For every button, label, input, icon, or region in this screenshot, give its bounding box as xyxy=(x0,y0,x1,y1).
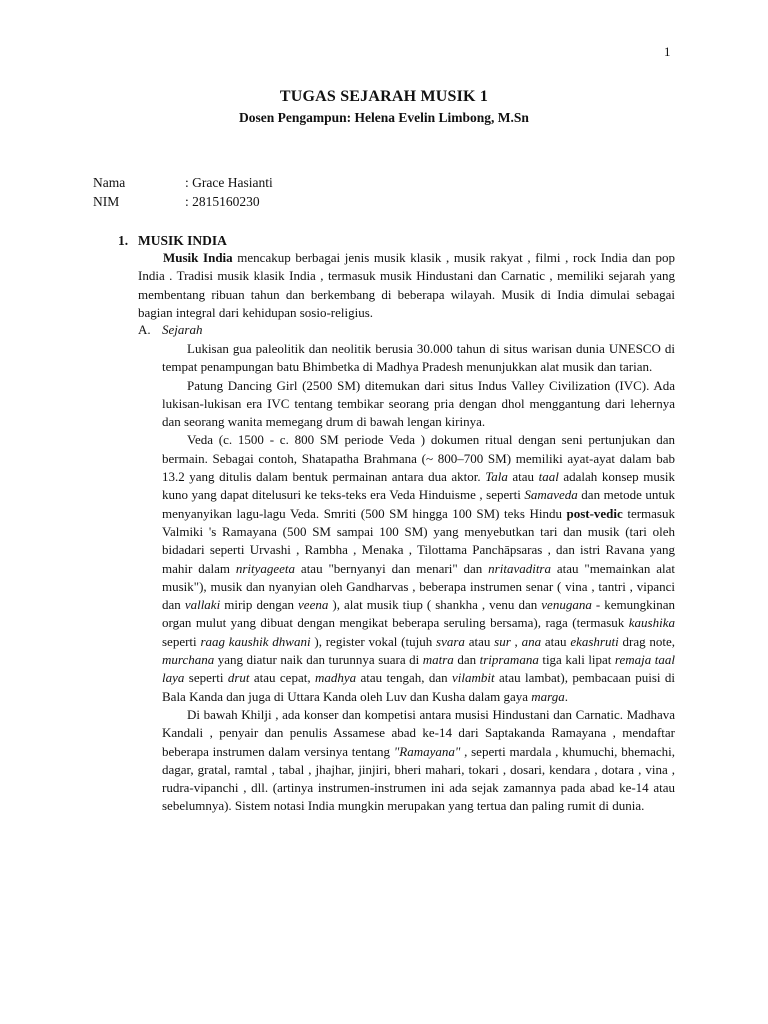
student-nim-row xyxy=(93,194,260,210)
intro-paragraph xyxy=(138,249,675,322)
intro-bold-term: Musik India xyxy=(163,250,233,265)
section-number: 1. xyxy=(118,233,129,248)
subsection-number: A. xyxy=(138,322,151,337)
subsection-heading xyxy=(138,322,202,338)
name-value: : Grace Hasianti xyxy=(185,175,273,190)
student-name-row xyxy=(93,175,273,191)
subsection-title: Sejarah xyxy=(162,322,203,337)
intro-text: mencakup berbagai jenis musik klasik , musik rakyat , filmi , rock India dan pop India . Tradisi musik klasik India , termasuk musik Hindustani dan Carnatic , memiliki sejarah yang membentang ribuan tahun dan berkembang di beberapa wilayah. Musik di India dimulai sebagai bagian integral dari kehidupan sosio-religius. xyxy=(138,250,675,320)
name-label: Nama xyxy=(93,175,126,190)
paragraph-4: Di bawah Khilji , ada konser dan kompetisi antara musisi Hindustani dan Carnatic. Madhava Kandali , penyair dan penulis Assamese abad ke-14 dari Saptakanda Ramayana , mendaftar beberapa instrumen dalam versinya tentang "Ramayana" , seperti mardala , khumuchi, bhemachi, dagar, gratal, ramtal , tabal , jhajhar, jinjiri, bheri mahari, tokari , dosari, kendara , dotara , vina , rudra-vipanchi , dll. (artinya instrumen-instrumen ini ada sejak zamannya pada abad ke-14 atau sebelumnya). Sistem notasi India mungkin merupakan yang tertua dan paling rumit di dunia. xyxy=(162,706,675,814)
paragraph-3: Veda (c. 1500 - c. 800 SM periode Veda ) dokumen ritual dengan seni pertunjukan dan bermain. Sebagai contoh, Shatapatha Brahmana (~ 800–700 SM) memiliki ayat-ayat dalam bab 13.2 yang ditulis dalam bentuk permainan antara dua aktor. Tala atau taal adalah konsep musik kuno yang dapat ditelusuri ke teks-teks era Veda Hinduisme , seperti Samaveda dan metode untuk menyanyikan lagu-lagu Veda. Smriti (500 SM hingga 100 SM) teks Hindu post-vedic termasuk Valmiki 's Ramayana (500 SM sampai 100 SM) yang menyebutkan tari dan musik (tari oleh bidadari seperti Urvashi , Rambha , Menaka , Tilottama Panchāpsaras , dan istri Ravana yang mahir dalam nrityageeta atau "bernyanyi dan menari" dan nritavaditra atau "memainkan alat musik"), musik dan nyanyian oleh Gandharvas , beberapa instrumen senar ( vina , tantri , vipanci dan vallaki mirip dengan veena ), alat musik tiup ( shankha , venu dan venugana - kemungkinan organ mulut yang dibuat dengan mengikat beberapa seruling bersama), raga (termasuk kaushika seperti raag kaushik dhwani ), register vokal (tujuh svara atau sur , ana atau ekashruti drag note, murchana yang diatur naik dan turunnya suara di matra dan tripramana tiga kali lipat remaja taal laya seperti drut atau cepat, madhya atau tengah, dan vilambit atau lambat), pembacaan puisi di Bala Kanda dan juga di Uttara Kanda oleh Luv dan Kusha dalam gaya marga. xyxy=(162,432,676,704)
document-subtitle: Dosen Pengampun: Helena Evelin Limbong, M.Sn xyxy=(239,110,529,125)
page-number: 1 xyxy=(664,44,671,59)
nim-value: : 2815160230 xyxy=(185,194,260,209)
section-title: MUSIK INDIA xyxy=(138,233,227,248)
paragraph-1: Lukisan gua paleolitik dan neolitik berusia 30.000 tahun di situs warisan dunia UNESCO di tempat penampungan batu Bhimbetka di Madhya Pradesh menunjukkan alat musik dan tarian. xyxy=(162,341,675,375)
nim-label: NIM xyxy=(93,194,120,209)
document-title: TUGAS SEJARAH MUSIK 1 xyxy=(279,88,489,105)
section-heading xyxy=(118,233,227,249)
paragraph-2: Patung Dancing Girl (2500 SM) ditemukan dari situs Indus Valley Civilization (IVC). Ada lukisan-lukisan era IVC tentang tembikar seorang pria dengan dhol menggantung dari lehernya dan seorang wanita memegang drum di bawah lengan kirinya. xyxy=(162,377,675,430)
body-paragraphs xyxy=(162,340,675,816)
